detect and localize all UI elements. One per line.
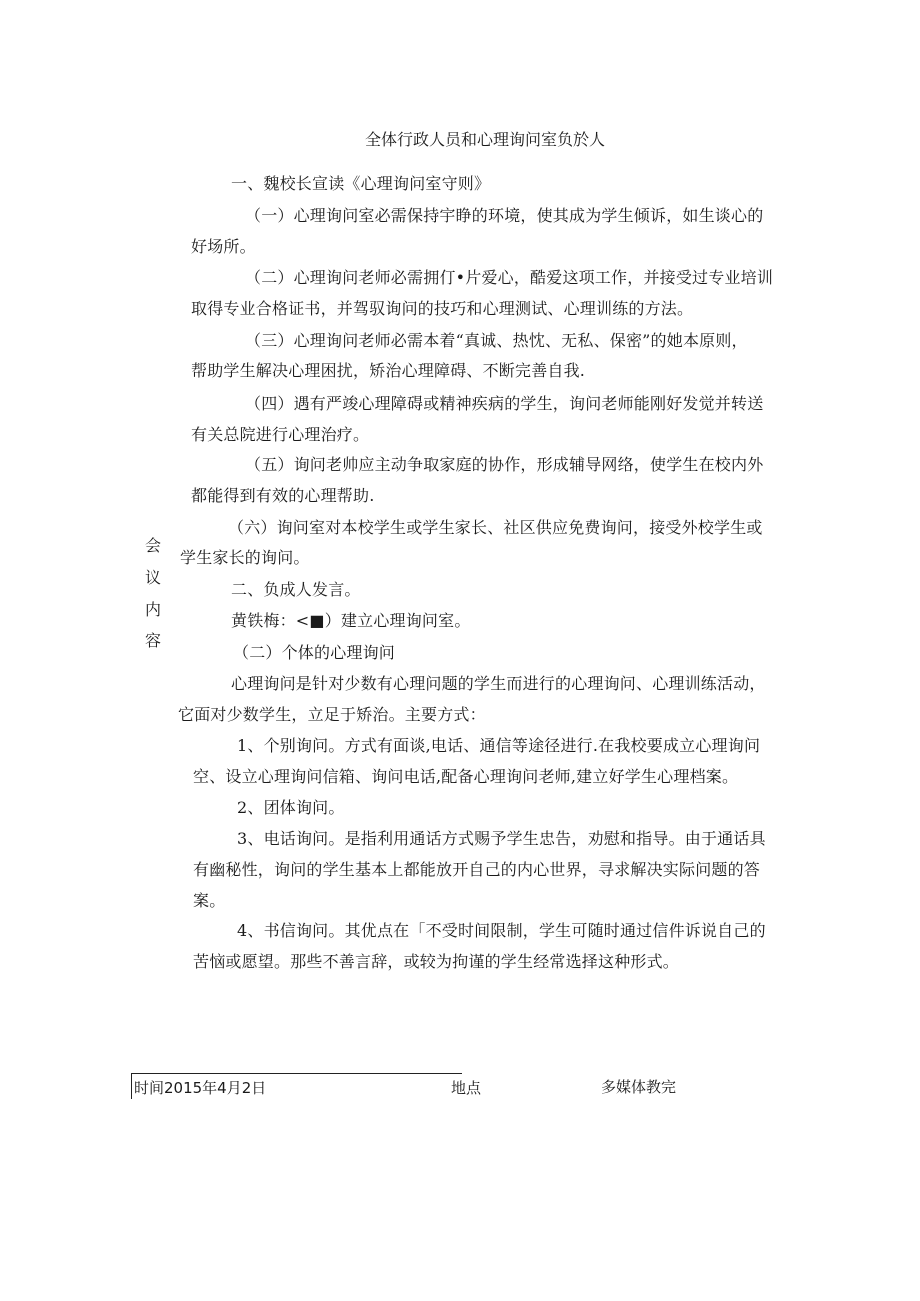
method-line: 案。: [193, 891, 226, 910]
intro-line: 心理询问是针对少数有心理问题的学生而进行的心理询问、心理训练活动，: [231, 674, 766, 693]
rule-line: 有关总院进行心理治疗。: [191, 425, 370, 444]
rule-line: 取得专业合格证书，并驾驭询问的技巧和心理测试、心理训练的方法。: [191, 299, 694, 318]
intro-line: 它面对少数学生，立足于矫治。主要方式：: [178, 705, 486, 724]
method-line: 4、书信询问。其优点在「不受时间限制，学生可随时通过信件诉说自己的: [237, 921, 766, 940]
rule-line: 好场所。: [191, 237, 256, 256]
rule-line: （一）心理询问室必需保持宇睁的环境，使其成为学生倾诉，如生谈心的: [245, 206, 764, 225]
side-char: 议: [145, 568, 162, 587]
rule-line: （二）心理询问老师必需拥仃•片爱心，酷爱这项工作，并接受过专业培训: [245, 268, 774, 287]
rule-line: （五）询问老帅应主动争取家庭的协作，形成辅导网络，使学生在校内外: [245, 455, 764, 474]
method-line: 空、设立心理询问信箱、询问电话,配备心理询问老师,建立好学生心理档案。: [193, 767, 739, 786]
side-char: 内: [145, 600, 162, 619]
rule-line: 帮助学生解决心理困扰，矫治心理障碍、不断完善自我.: [191, 361, 586, 380]
attendees-line: 全体行政人员和心理询问室负於人: [365, 130, 606, 149]
method-line: 有幽秘性，询问的学生基本上都能放开自己的内心世界，寻求解决实际问题的答: [193, 860, 761, 879]
method-line: 苦恼或愿望。那些不善言辞，或较为拘谨的学生经常选择这种形式。: [193, 952, 680, 971]
section2-subtitle: （二）个体的心理询问: [233, 643, 396, 662]
rule-line: （三）心理询问老师必需本着“真诚、热忱、无私、保密”的她本原则，: [245, 331, 748, 350]
method-line: 1、个别询问。方式有面谈,电话、通信等途径进行.在我校要成立心理询问: [237, 736, 761, 755]
section1-title: 一、魏校长宣读《心理询问室守则》: [231, 174, 491, 193]
place-label: 地点: [451, 1079, 482, 1097]
method-line: 2、团体询问。: [237, 798, 345, 817]
rule-line: 学生家长的询问。: [180, 548, 310, 567]
method-line: 3、电话询问。是指利用通话方式赐予学生忠告，劝慰和指导。由于通话具: [237, 829, 766, 848]
section2-title: 二、负成人发言。: [231, 580, 361, 599]
rule-line: 都能得到有效的心理帮助.: [191, 486, 375, 505]
rule-line: （六）询问室对本校学生或学生家长、社区供应免费询问，接受外校学生或: [228, 518, 763, 537]
meeting-time: 时间2015年4月2日: [134, 1079, 267, 1097]
rule-line: （四）遇有严竣心理障碍或精神疾病的学生，询问老师能刚好发觉并转送: [245, 394, 764, 413]
speaker-line: 黄铁梅：<■）建立心理询问室。: [231, 611, 471, 630]
side-char: 会: [145, 536, 162, 555]
side-char: 容: [145, 631, 162, 650]
place-value: 多媒体教完: [601, 1078, 677, 1096]
